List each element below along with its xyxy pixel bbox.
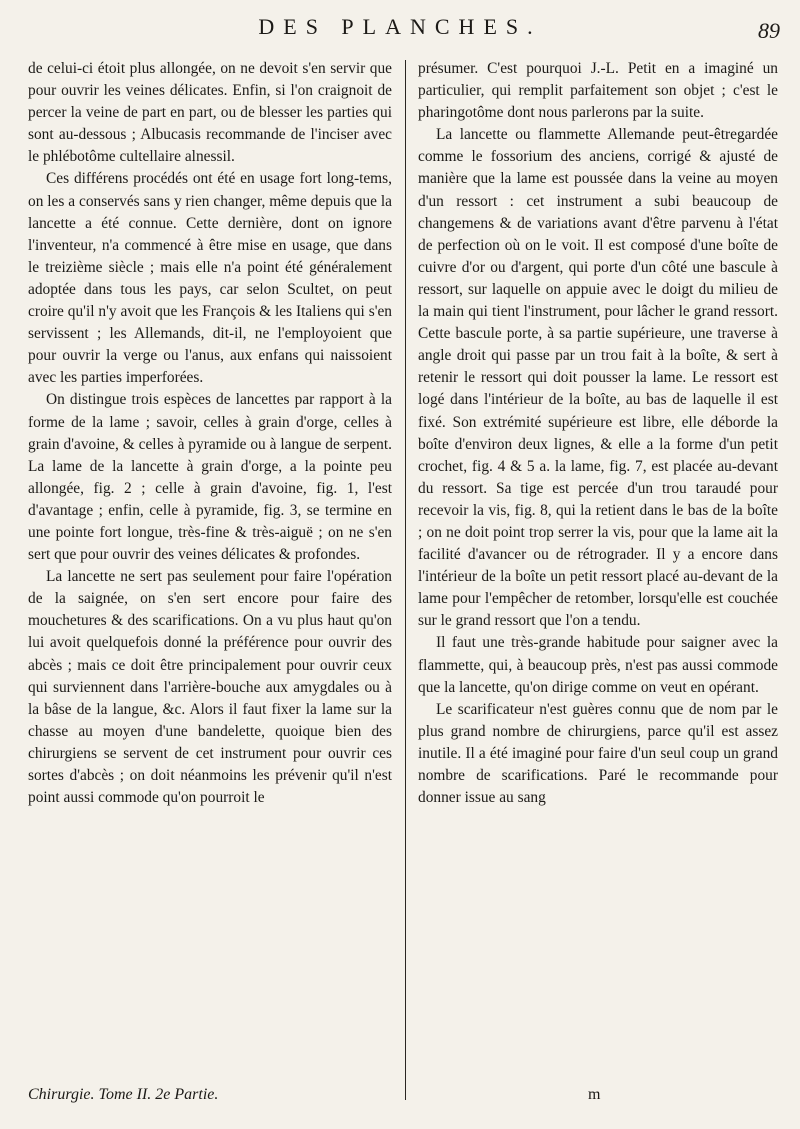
signature-mark: m — [588, 1086, 601, 1103]
signature-line: Chirurgie. Tome II. 2e Partie. — [28, 1086, 219, 1103]
paragraph: Ces différens procédés ont été en usage fort long-tems, on les a conservés sans y rien changer, même depuis que la lancette a été connue. Cette dernière, dont on ignore l'inventeur, n'a commencé à être mise en usage, que dans le treizième siècle ; mais elle n'a point été généralement adoptée dans tous les pays, car selon Scultet, on peut croire qu'il n'y avoit que les François & les Italiens qui s'en servissent ; les Allemands, dit-il, ne l'employoient que pour ouvrir la verge ou l'anus, aux enfans qui naissoient avec les parties imperforées. — [28, 170, 392, 387]
running-title: DES PLANCHES. — [258, 14, 542, 39]
right-column — [418, 58, 778, 809]
paragraph: La lancette ou flammette Allemande peut-êtregardée comme le fossorium des anciens, corrigé & ajusté de manière que la lame est poussée dans la veine au moyen d'un ressort : cet instrument a subi beaucoup de changemens & de variations avant d'être parvenu à l'état de perfection où on le voit. Il est composé d'une boîte de cuivre d'or ou d'argent, qui porte d'un côté une bascule à ressort, sur laquelle on appuie avec le doigt du milieu de la main qui tient l'instrument, pour lâcher le grand ressort. Cette bascule porte, à sa partie supérieure, une traverse à angle droit qui passe par un trou fait à la boîte, & sert à retenir le ressort qui doit pousser la lame. Le ressort est logé dans l'intérieur de la boîte, au bas de laquelle il est fixé. Son extrémité supérieure est libre, elle déborde la boîte d'environ deux lignes, & elle a la forme d'un petit crochet, fig. 4 & 5 a. la lame, fig. 7, est placée au-devant du ressort. Sa tige est percée d'un trou taraudé pour recevoir la vis, fig. 8, qui la retient dans le bas de la boîte ; on ne doit point trop serrer la vis, pour que la lame ait la facilité d'avancer ou de rétrograder. Il y a encore dans l'intérieur de la boîte un petit ressort placé au-devant de la lame pour l'empêcher de retomber, lorsqu'elle est couchée sur le grand ressort que l'on a tendu. — [418, 126, 778, 630]
paragraph: de celui-ci étoit plus allongée, on ne devoit s'en servir que pour ouvrir les veines délicates. Enfin, si l'on craignoit de percer la veine de part en part, ou de blesser les parties qui sont au-dessous ; Albucasis recommande de l'inciser avec le phlébotôme cultellaire alnessil. — [28, 60, 392, 166]
paragraph: Le scarificateur n'est guères connu que de nom par le plus grand nombre de chirurgiens, parce qu'il est assez inutile. Il a été imaginé pour faire d'un seul coup un grand nombre de scarifications. Paré le recommande pour donner issue au sang — [418, 700, 778, 807]
paragraph: On distingue trois espèces de lancettes par rapport à la forme de la lame ; savoir, celles à grain d'orge, celles à grain d'avoine, & celles à pyramide ou à langue de serpent. La lame de la lancette à grain d'orge, a la pointe peu allongée, fig. 2 ; celle à grain d'avoine, fig. 1, l'est d'avantage ; enfin, celle à pyramide, fig. 3, se termine en une pointe fort longue, très-fine & très-aiguë ; on ne s'en sert que pour ouvrir des veines délicates & profondes. — [28, 391, 392, 564]
left-column — [28, 58, 392, 809]
paragraph: présumer. C'est pourquoi J.-L. Petit en a imaginé un particulier, qui remplit parfaitement son objet ; c'est le pharingotôme dont nous parlerons par la suite. — [418, 60, 778, 122]
column-divider — [405, 60, 406, 1100]
paragraph: Il faut une très-grande habitude pour saigner avec la flammette, qui, à beaucoup près, n'est pas aussi commode que la lancette, qu'on dirige comme on veut en opérant. — [418, 634, 778, 696]
paragraph: La lancette ne sert pas seulement pour faire l'opération de la saignée, on s'en sert encore pour faire des mouchetures & des scarifications. On a vu plus haut qu'on lui avoit quelquefois donné la préférence pour ouvrir des abcès ; mais ce doit être principalement pour ouvrir ceux qui surviennent dans l'arrière-bouche aux amygdales ou à la bâse de la langue, &c. Alors il faut fixer la lame sur la chasse au moyen d'une bandelette, quoique bien des chirurgiens se servent de cet instrument pour ouvrir ces sortes d'abcès ; on doit néanmoins les prévenir qu'il n'est point aussi commode qu'on pourroit le — [28, 568, 392, 807]
page-number: 89 — [758, 18, 780, 43]
running-head — [0, 14, 800, 48]
